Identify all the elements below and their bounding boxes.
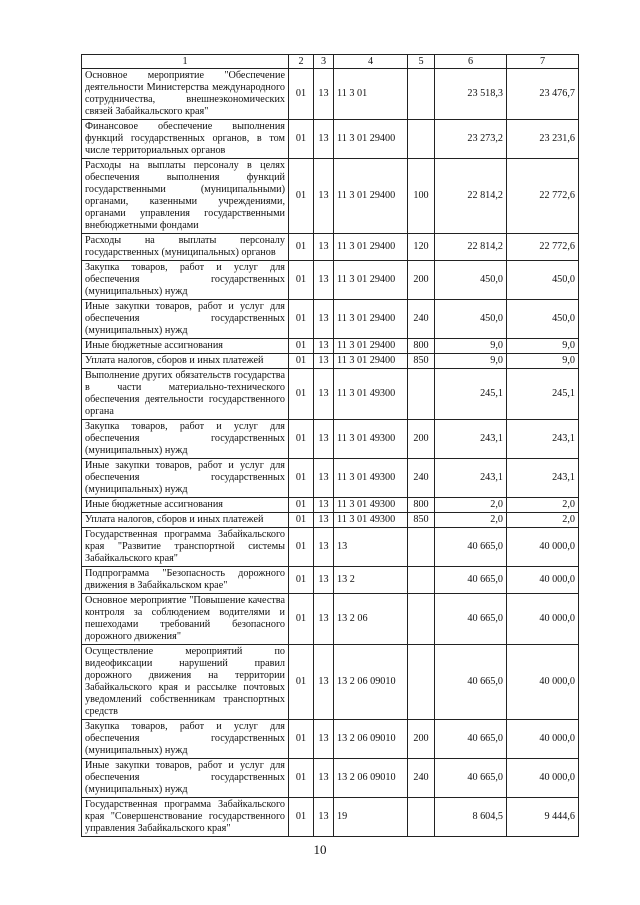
row-subsection: 13	[314, 528, 334, 567]
row-target-article: 11 3 01 49300	[334, 459, 408, 498]
row-subsection: 13	[314, 354, 334, 369]
row-expense-type: 240	[408, 759, 435, 798]
table-row	[82, 720, 579, 759]
row-subsection: 13	[314, 120, 334, 159]
row-sum-1: 9,0	[435, 354, 507, 369]
row-subsection: 13	[314, 720, 334, 759]
row-expense-type: 800	[408, 498, 435, 513]
table-row	[82, 234, 579, 261]
row-section: 01	[289, 759, 314, 798]
table-row	[82, 498, 579, 513]
table-row	[82, 300, 579, 339]
row-target-article: 11 3 01 49300	[334, 420, 408, 459]
row-sum-1: 23 518,3	[435, 69, 507, 120]
row-name: Расходы на выплаты персоналу государственных (муниципальных) органов	[82, 234, 289, 261]
row-target-article: 11 3 01 29400	[334, 159, 408, 234]
row-section: 01	[289, 339, 314, 354]
row-target-article: 13 2 06 09010	[334, 645, 408, 720]
row-name: Государственная программа Забайкальского края "Совершенствование государственного управления Забайкальского края"	[82, 798, 289, 837]
page-number: 10	[313, 842, 327, 857]
row-section: 01	[289, 513, 314, 528]
row-subsection: 13	[314, 594, 334, 645]
row-expense-type: 100	[408, 159, 435, 234]
row-target-article: 11 3 01 29400	[334, 300, 408, 339]
row-subsection: 13	[314, 645, 334, 720]
row-sum-1: 243,1	[435, 420, 507, 459]
row-name: Основное мероприятие "Повышение качества контроля за соблюдением водителями и пешеходами требований безопасного дорожного движения"	[82, 594, 289, 645]
table-header-row	[82, 55, 579, 69]
row-expense-type	[408, 798, 435, 837]
row-expense-type	[408, 369, 435, 420]
row-name: Уплата налогов, сборов и иных платежей	[82, 354, 289, 369]
header-cell: 1	[82, 55, 289, 69]
row-section: 01	[289, 69, 314, 120]
row-section: 01	[289, 720, 314, 759]
row-subsection: 13	[314, 69, 334, 120]
row-section: 01	[289, 645, 314, 720]
row-sum-1: 40 665,0	[435, 567, 507, 594]
row-subsection: 13	[314, 300, 334, 339]
row-sum-1: 450,0	[435, 261, 507, 300]
row-section: 01	[289, 459, 314, 498]
row-expense-type: 850	[408, 354, 435, 369]
row-expense-type: 200	[408, 420, 435, 459]
row-expense-type	[408, 567, 435, 594]
budget-table	[81, 54, 579, 837]
row-sum-2: 40 000,0	[507, 645, 579, 720]
row-section: 01	[289, 300, 314, 339]
row-sum-2: 243,1	[507, 420, 579, 459]
row-expense-type: 200	[408, 720, 435, 759]
row-name: Государственная программа Забайкальского края "Развитие транспортной системы Забайкальского края"	[82, 528, 289, 567]
row-target-article: 11 3 01 29400	[334, 354, 408, 369]
row-target-article: 11 3 01 29400	[334, 120, 408, 159]
row-subsection: 13	[314, 513, 334, 528]
table-row	[82, 120, 579, 159]
row-expense-type	[408, 120, 435, 159]
row-target-article: 13	[334, 528, 408, 567]
row-name: Уплата налогов, сборов и иных платежей	[82, 513, 289, 528]
row-sum-2: 40 000,0	[507, 528, 579, 567]
row-subsection: 13	[314, 459, 334, 498]
row-section: 01	[289, 354, 314, 369]
row-sum-1: 40 665,0	[435, 645, 507, 720]
row-sum-1: 40 665,0	[435, 720, 507, 759]
row-target-article: 13 2 06 09010	[334, 759, 408, 798]
row-expense-type: 800	[408, 339, 435, 354]
row-sum-1: 243,1	[435, 459, 507, 498]
table-row	[82, 645, 579, 720]
table-row	[82, 69, 579, 120]
row-name: Закупка товаров, работ и услуг для обеспечения государственных (муниципальных) нужд	[82, 261, 289, 300]
table-row	[82, 420, 579, 459]
row-section: 01	[289, 420, 314, 459]
row-name: Закупка товаров, работ и услуг для обеспечения государственных (муниципальных) нужд	[82, 720, 289, 759]
row-target-article: 11 3 01 49300	[334, 498, 408, 513]
header-cell: 4	[334, 55, 408, 69]
table-row	[82, 339, 579, 354]
table-row	[82, 159, 579, 234]
row-sum-1: 40 665,0	[435, 528, 507, 567]
row-section: 01	[289, 528, 314, 567]
row-sum-1: 22 814,2	[435, 234, 507, 261]
row-name: Подпрограмма "Безопасность дорожного движения в Забайкальском крае"	[82, 567, 289, 594]
row-sum-2: 40 000,0	[507, 759, 579, 798]
header-cell: 2	[289, 55, 314, 69]
row-section: 01	[289, 798, 314, 837]
row-subsection: 13	[314, 498, 334, 513]
table-row	[82, 369, 579, 420]
row-subsection: 13	[314, 420, 334, 459]
row-subsection: 13	[314, 759, 334, 798]
row-name: Осуществление мероприятий по видеофиксации нарушений правил дорожного движения на территории Забайкальского края и рассылке почтовых уведомлений собственникам транспортных средств	[82, 645, 289, 720]
table-row	[82, 567, 579, 594]
header-cell: 6	[435, 55, 507, 69]
row-target-article: 11 3 01 49300	[334, 369, 408, 420]
row-sum-2: 243,1	[507, 459, 579, 498]
header-cell: 5	[408, 55, 435, 69]
row-subsection: 13	[314, 567, 334, 594]
row-section: 01	[289, 159, 314, 234]
row-section: 01	[289, 234, 314, 261]
row-sum-2: 40 000,0	[507, 720, 579, 759]
table-row	[82, 759, 579, 798]
header-cell: 7	[507, 55, 579, 69]
row-name: Закупка товаров, работ и услуг для обеспечения государственных (муниципальных) нужд	[82, 420, 289, 459]
row-sum-1: 22 814,2	[435, 159, 507, 234]
row-name: Иные закупки товаров, работ и услуг для обеспечения государственных (муниципальных) нужд	[82, 459, 289, 498]
row-sum-2: 23 476,7	[507, 69, 579, 120]
row-sum-2: 2,0	[507, 513, 579, 528]
row-subsection: 13	[314, 339, 334, 354]
row-target-article: 11 3 01 29400	[334, 234, 408, 261]
table-row	[82, 354, 579, 369]
row-sum-1: 2,0	[435, 498, 507, 513]
row-sum-2: 22 772,6	[507, 159, 579, 234]
row-section: 01	[289, 120, 314, 159]
row-name: Основное мероприятие "Обеспечение деятельности Министерства международного сотрудничества, внешнеэкономических связей Забайкальского края"	[82, 69, 289, 120]
row-subsection: 13	[314, 234, 334, 261]
row-sum-1: 450,0	[435, 300, 507, 339]
row-expense-type: 120	[408, 234, 435, 261]
table-row	[82, 261, 579, 300]
row-section: 01	[289, 594, 314, 645]
row-expense-type: 240	[408, 459, 435, 498]
row-sum-2: 245,1	[507, 369, 579, 420]
row-subsection: 13	[314, 798, 334, 837]
row-sum-1: 40 665,0	[435, 594, 507, 645]
row-sum-1: 245,1	[435, 369, 507, 420]
row-section: 01	[289, 567, 314, 594]
table-row	[82, 513, 579, 528]
row-name: Выполнение других обязательств государства в части материально-технического обеспечения деятельности государственного органа	[82, 369, 289, 420]
row-sum-2: 2,0	[507, 498, 579, 513]
row-sum-2: 450,0	[507, 261, 579, 300]
row-sum-2: 22 772,6	[507, 234, 579, 261]
row-sum-1: 40 665,0	[435, 759, 507, 798]
row-target-article: 11 3 01 29400	[334, 261, 408, 300]
row-section: 01	[289, 261, 314, 300]
row-subsection: 13	[314, 159, 334, 234]
table-row	[82, 528, 579, 567]
row-target-article: 11 3 01 49300	[334, 513, 408, 528]
row-subsection: 13	[314, 261, 334, 300]
row-expense-type	[408, 528, 435, 567]
row-target-article: 11 3 01	[334, 69, 408, 120]
row-target-article: 11 3 01 29400	[334, 339, 408, 354]
row-name: Финансовое обеспечение выполнения функций государственных органов, в том числе территориальных органов	[82, 120, 289, 159]
table-row	[82, 459, 579, 498]
row-section: 01	[289, 369, 314, 420]
table-row	[82, 594, 579, 645]
row-sum-2: 450,0	[507, 300, 579, 339]
row-expense-type	[408, 594, 435, 645]
row-sum-2: 23 231,6	[507, 120, 579, 159]
row-expense-type	[408, 69, 435, 120]
row-expense-type: 850	[408, 513, 435, 528]
row-name: Иные закупки товаров, работ и услуг для обеспечения государственных (муниципальных) нужд	[82, 300, 289, 339]
row-sum-2: 9,0	[507, 339, 579, 354]
row-subsection: 13	[314, 369, 334, 420]
row-name: Иные закупки товаров, работ и услуг для обеспечения государственных (муниципальных) нужд	[82, 759, 289, 798]
row-target-article: 13 2 06	[334, 594, 408, 645]
row-target-article: 19	[334, 798, 408, 837]
row-target-article: 13 2	[334, 567, 408, 594]
row-sum-2: 40 000,0	[507, 567, 579, 594]
row-expense-type: 240	[408, 300, 435, 339]
row-expense-type: 200	[408, 261, 435, 300]
row-sum-1: 23 273,2	[435, 120, 507, 159]
row-name: Иные бюджетные ассигнования	[82, 339, 289, 354]
header-cell: 3	[314, 55, 334, 69]
row-name: Расходы на выплаты персоналу в целях обеспечения выполнения функций государственными (муниципальными) органами, казенными учреждениями, органами управления государственными внебюджетными фондами	[82, 159, 289, 234]
row-expense-type	[408, 645, 435, 720]
row-sum-1: 9,0	[435, 339, 507, 354]
row-sum-2: 9 444,6	[507, 798, 579, 837]
table-row	[82, 798, 579, 837]
budget-table-container	[81, 54, 578, 837]
row-sum-1: 8 604,5	[435, 798, 507, 837]
row-sum-2: 40 000,0	[507, 594, 579, 645]
row-name: Иные бюджетные ассигнования	[82, 498, 289, 513]
row-section: 01	[289, 498, 314, 513]
row-sum-2: 9,0	[507, 354, 579, 369]
row-target-article: 13 2 06 09010	[334, 720, 408, 759]
row-sum-1: 2,0	[435, 513, 507, 528]
